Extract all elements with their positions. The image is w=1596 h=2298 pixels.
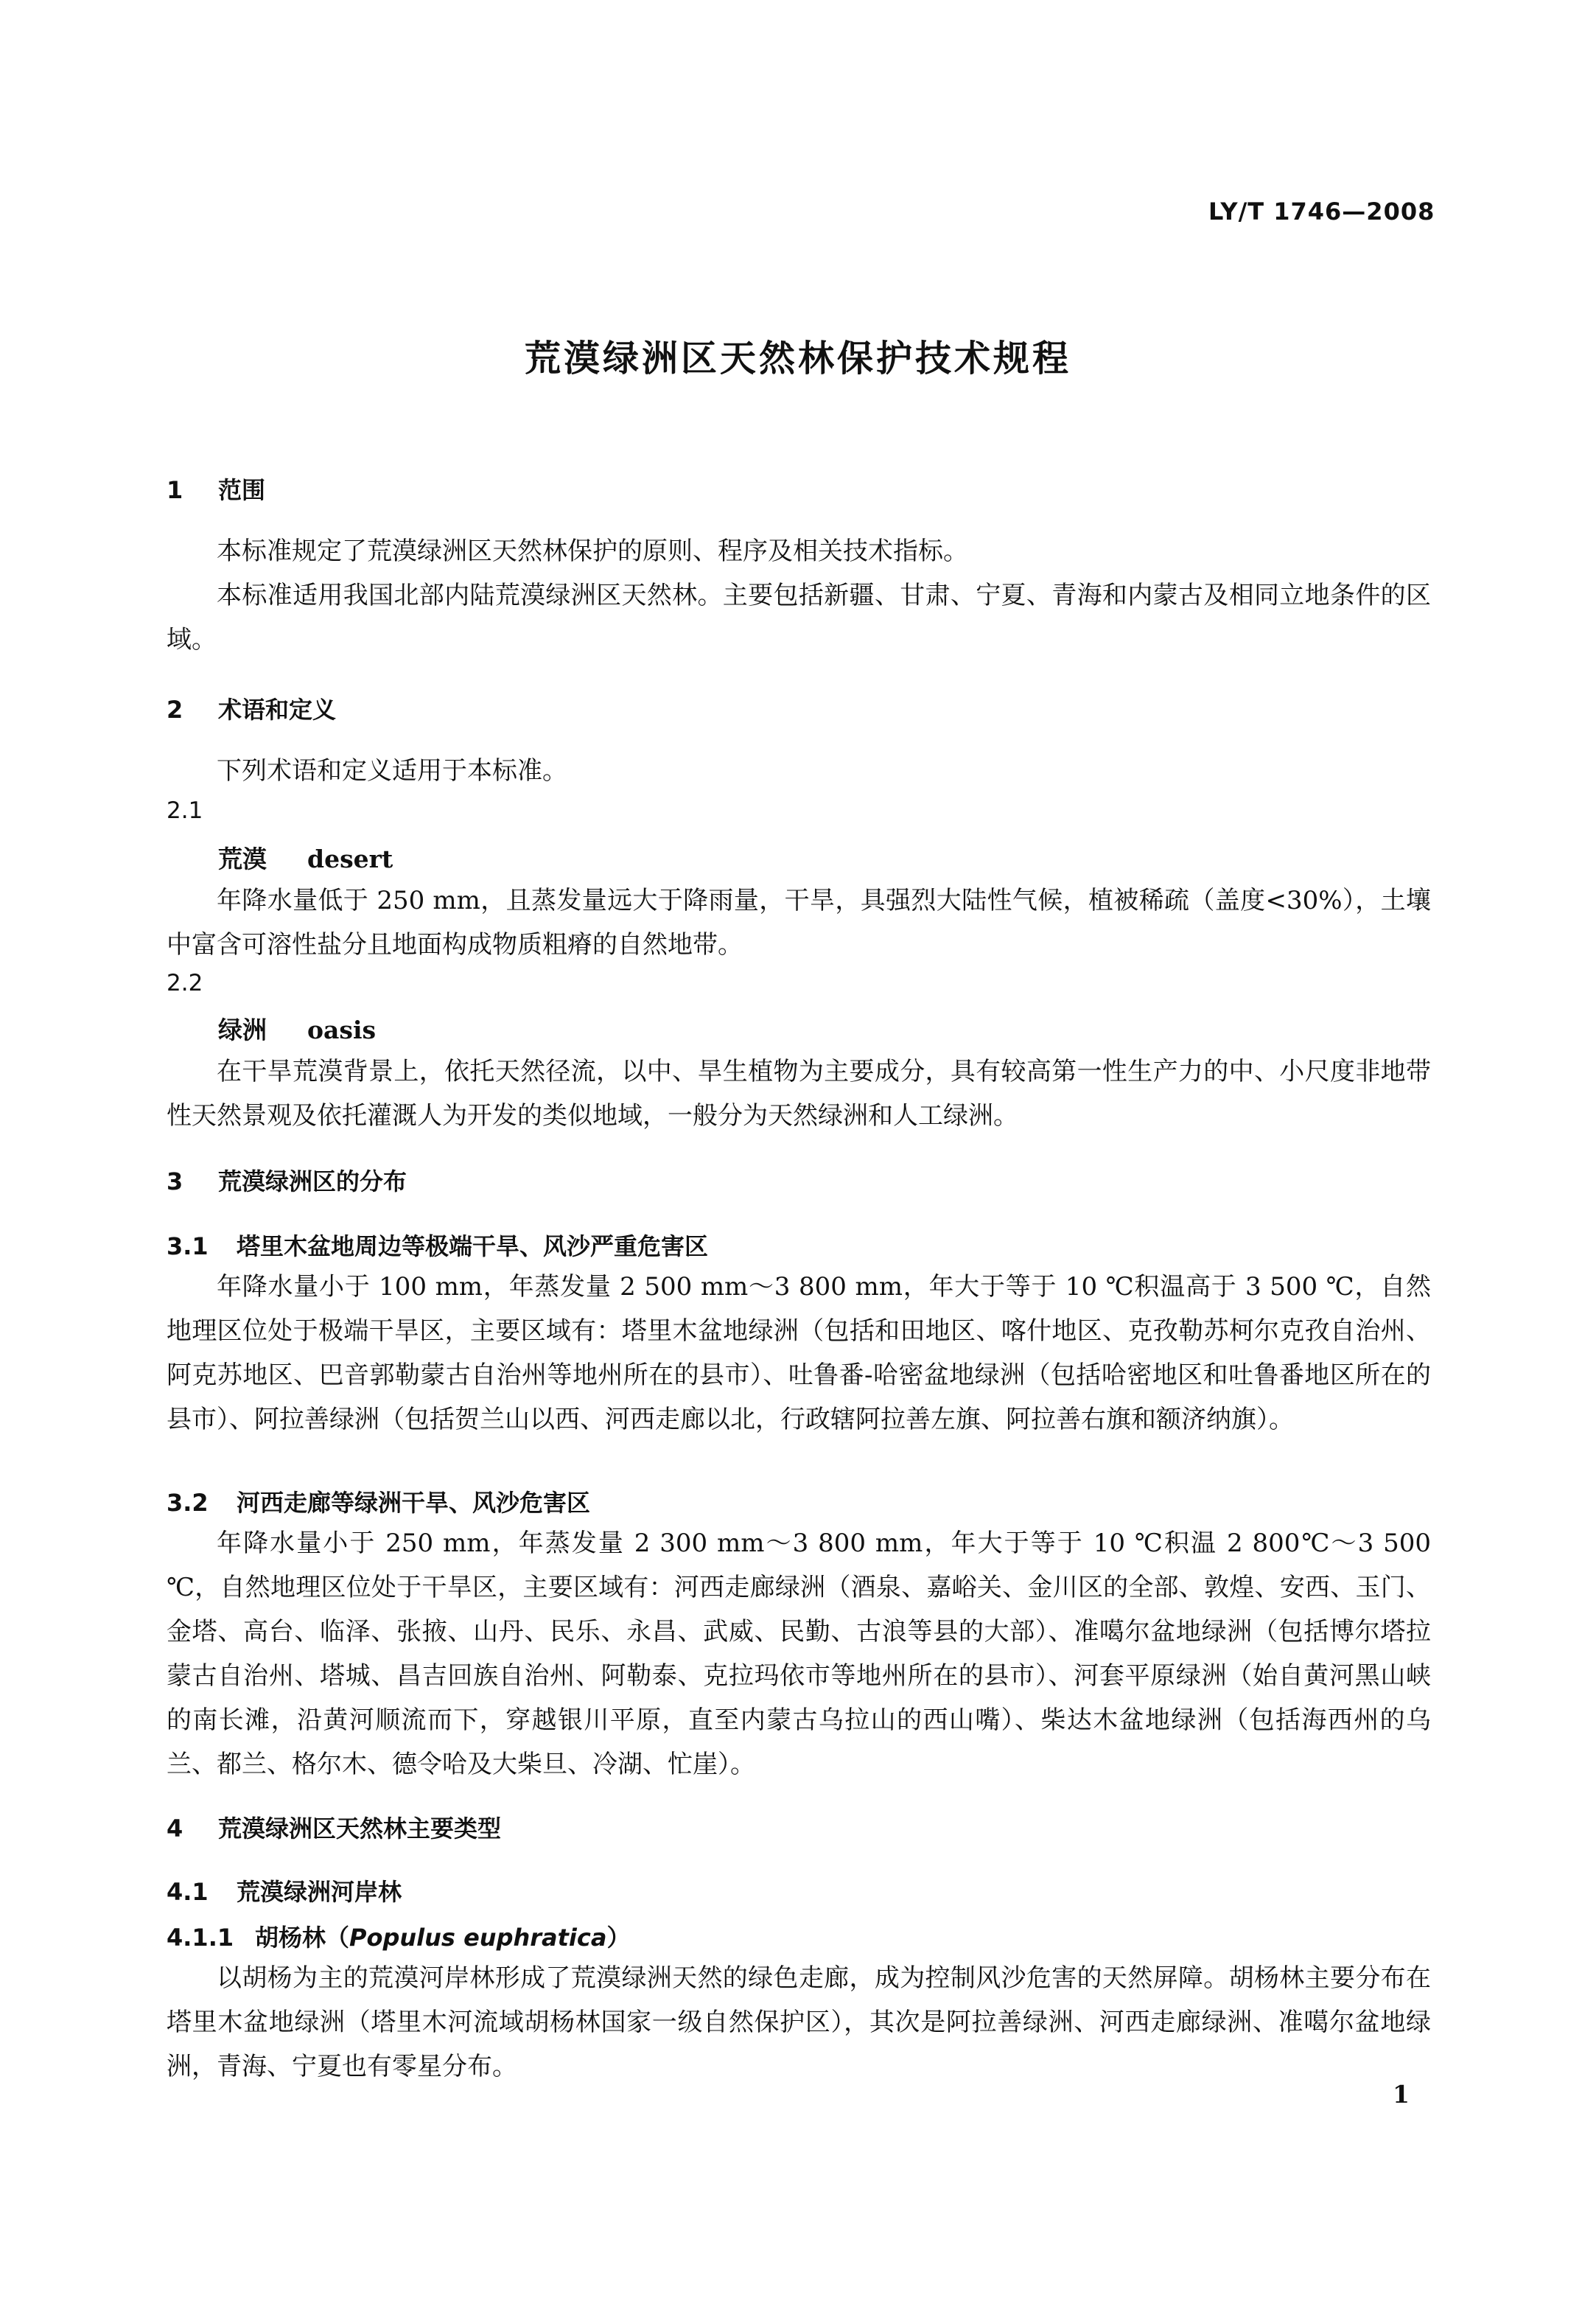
term-desert-definition: 年降水量低于 250 mm，且蒸发量远大于降雨量，干旱，具强烈大陆性气候，植被稀疏（盖度<30%），土壤中富含可溶性盐分且地面构成物质粗瘠的自然地带。 xyxy=(167,886,1431,960)
section-title: 胡杨林（ xyxy=(255,1924,350,1952)
section-title: 河西走廊等绿洲干旱、风沙危害区 xyxy=(237,1489,591,1517)
section-title: 荒漠绿洲河岸林 xyxy=(237,1878,402,1906)
section-number: 3.2 xyxy=(167,1489,209,1517)
section-title: 荒漠绿洲区天然林主要类型 xyxy=(218,1815,502,1843)
section-number: 4.1.1 xyxy=(167,1924,234,1952)
section-number: 2 xyxy=(167,696,183,724)
section-3-2-heading xyxy=(167,1484,590,1518)
page-number: 1 xyxy=(1393,2080,1410,2109)
section-4-heading xyxy=(167,1810,501,1844)
section-title: 荒漠绿洲区的分布 xyxy=(218,1167,407,1195)
section-title: 术语和定义 xyxy=(218,696,337,724)
page-title: 荒漠绿洲区天然林保护技术规程 xyxy=(524,338,1071,380)
latin-name: Populus euphratica xyxy=(349,1924,607,1952)
section-number: 4 xyxy=(167,1815,183,1843)
section-1-paragraph-1: 本标准规定了荒漠绿洲区天然林保护的原则、程序及相关技术指标。 xyxy=(217,537,968,566)
section-number: 3.1 xyxy=(167,1232,209,1260)
term-oasis-definition: 在干旱荒漠背景上，依托天然径流，以中、旱生植物为主要成分，具有较高第一性生产力的中、小尺度非地带性天然景观及依托灌溉人为开发的类似地域，一般分为天然绿洲和人工绿洲。 xyxy=(167,1057,1431,1131)
section-1-heading xyxy=(167,472,265,506)
term-2-2-number: 2.2 xyxy=(167,970,203,996)
section-3-1-heading xyxy=(167,1228,708,1262)
term-en: oasis xyxy=(307,1016,377,1044)
section-number: 1 xyxy=(167,476,183,504)
section-4-1-1-heading xyxy=(167,1919,630,1953)
section-2-heading xyxy=(167,691,336,725)
term-desert xyxy=(218,840,393,875)
section-title: 范围 xyxy=(218,476,266,504)
term-2-1-number: 2.1 xyxy=(167,797,203,824)
section-4-1-1-paragraph: 以胡杨为主的荒漠河岸林形成了荒漠绿洲天然的绿色走廊，成为控制风沙危害的天然屏障。胡杨林主要分布在塔里木盆地绿洲（塔里木河流域胡杨林国家一级自然保护区），其次是阿拉善绿洲、河西走廊绿洲、准噶尔盆地绿洲，青海、宁夏也有零星分布。 xyxy=(167,1963,1431,2081)
term-zh: 荒漠 xyxy=(218,845,267,873)
section-title-close: ） xyxy=(606,1924,631,1952)
section-4-1-heading xyxy=(167,1873,402,1907)
term-oasis xyxy=(218,1011,376,1046)
section-3-1-paragraph: 年降水量小于 100 mm，年蒸发量 2 500 mm～3 800 mm，年大于等于 10 ℃积温高于 3 500 ℃，自然地理区位处于极端干旱区，主要区域有：塔里木盆地绿洲（包括和田地区、喀什地区、克孜勒苏柯尔克孜自治州、阿克苏地区、巴音郭勒蒙古自治州等地州所在的县市）、吐鲁番-哈密盆地绿洲（包括哈密地区和吐鲁番地区所在的县市）、阿拉善绿洲（包括贺兰山以西、河西走廊以北，行政辖阿拉善左旗、阿拉善右旗和额济纳旗）。 xyxy=(167,1272,1431,1434)
term-zh: 绿洲 xyxy=(218,1016,267,1044)
section-number: 4.1 xyxy=(167,1878,209,1906)
section-1-paragraph-2: 本标准适用我国北部内陆荒漠绿洲区天然林。主要包括新疆、甘肃、宁夏、青海和内蒙古及相同立地条件的区域。 xyxy=(167,581,1431,654)
section-2-paragraph: 下列术语和定义适用于本标准。 xyxy=(217,756,567,786)
term-en: desert xyxy=(307,845,393,873)
section-3-2-paragraph: 年降水量小于 250 mm，年蒸发量 2 300 mm～3 800 mm，年大于等于 10 ℃积温 2 800℃～3 500 ℃，自然地理区位处于干旱区，主要区域有：河西走廊绿洲（酒泉、嘉峪关、金川区的全部、敦煌、安西、玉门、金塔、高台、临泽、张掖、山丹、民乐、永昌、武威、民勤、古浪等县的大部）、准噶尔盆地绿洲（包括博尔塔拉蒙古自治州、塔城、昌吉回族自治州、阿勒泰、克拉玛依市等地州所在的县市）、河套平原绿洲（始自黄河黑山峡的南长滩，沿黄河顺流而下，穿越银川平原，直至内蒙古乌拉山的西山嘴）、柴达木盆地绿洲（包括海西州的乌兰、都兰、格尔木、德令哈及大柴旦、冷湖、忙崖）。 xyxy=(167,1529,1431,1779)
section-3-heading xyxy=(167,1163,407,1197)
section-number: 3 xyxy=(167,1167,183,1195)
section-title: 塔里木盆地周边等极端干旱、风沙严重危害区 xyxy=(237,1232,709,1260)
standard-number: LY/T 1746—2008 xyxy=(1208,198,1435,226)
